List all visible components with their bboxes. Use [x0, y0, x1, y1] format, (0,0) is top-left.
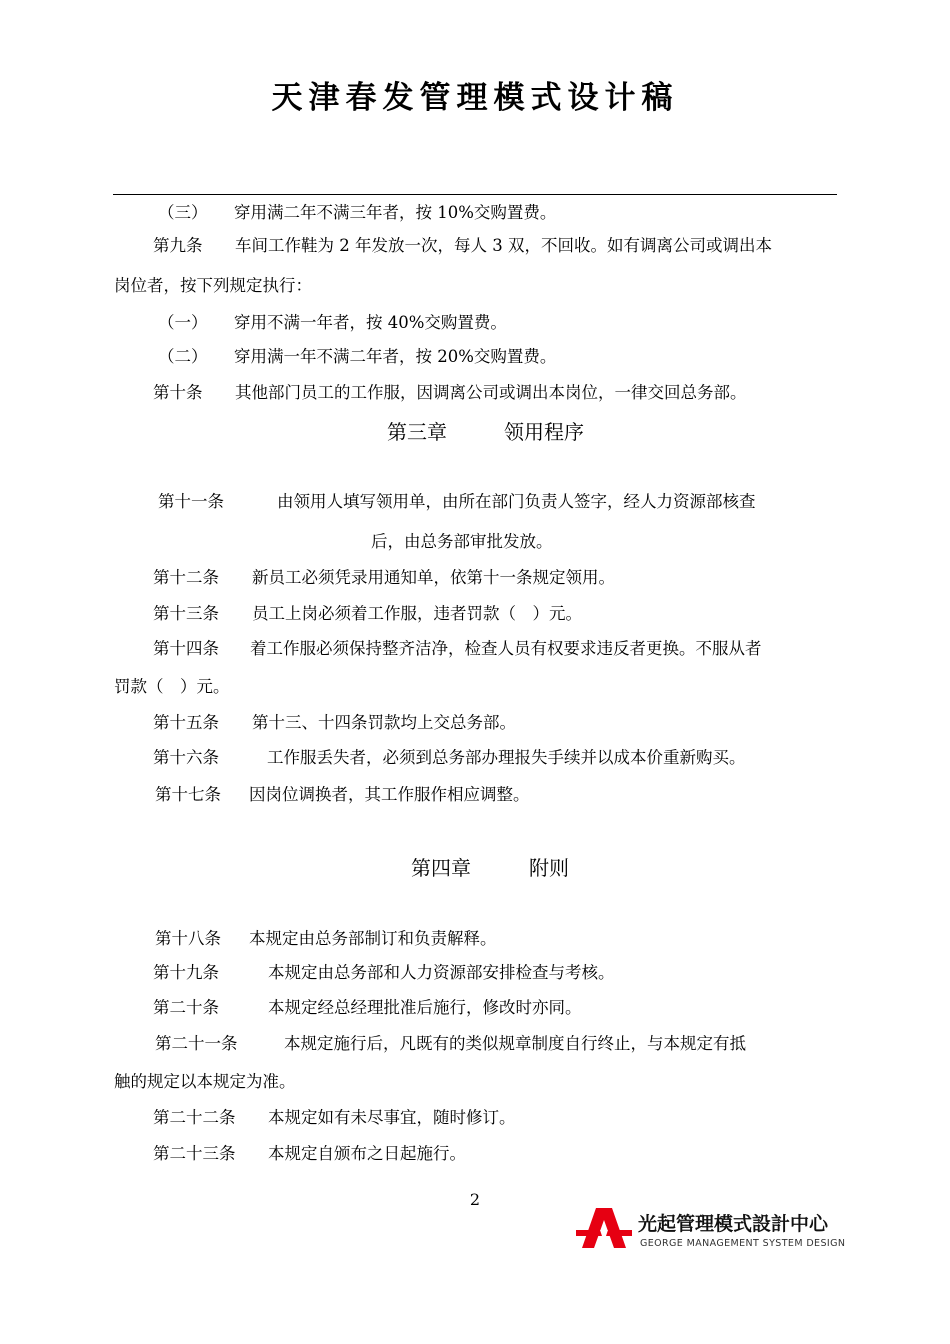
- article-text: 罚款（ ）元。: [114, 677, 230, 696]
- article-line: [114, 677, 230, 697]
- article-line: [158, 203, 556, 223]
- chapter-title: 附则: [529, 856, 569, 880]
- logo-chinese-name: 光起管理模式設計中心: [638, 1213, 829, 1235]
- article-text: 本规定自颁布之日起施行。: [268, 1144, 466, 1163]
- article-text: 穿用不满一年者，按 40%交购置费。: [234, 313, 507, 332]
- article-label: 第十六条: [153, 748, 219, 767]
- article-line: [114, 1072, 296, 1092]
- article-label: 第十四条: [153, 639, 219, 658]
- article-label: 第十八条: [155, 929, 221, 948]
- article-text: 岗位者，按下列规定执行：: [114, 276, 312, 295]
- chapter-number: 第三章: [387, 420, 447, 444]
- article-text: 穿用满一年不满二年者，按 20%交购置费。: [234, 347, 557, 366]
- article-text: 后，由总务部审批发放。: [371, 532, 553, 551]
- chapter-four-heading: [411, 852, 569, 881]
- article-text: 员工上岗必须着工作服，违者罚款（ ）元。: [252, 604, 582, 623]
- article-text: 工作服丢失者，必须到总务部办理报失手续并以成本价重新购买。: [267, 748, 746, 767]
- article-text: 其他部门员工的工作服，因调离公司或调出本岗位，一律交回总务部。: [235, 383, 747, 402]
- page-number: 2: [469, 1190, 481, 1209]
- company-logo: [576, 1208, 846, 1254]
- article-line: [153, 963, 615, 983]
- article-text: 着工作服必须保持整齐洁净，检查人员有权要求违反者更换。不服从者: [250, 639, 762, 658]
- article-text: 车间工作鞋为 2 年发放一次，每人 3 双，不回收。如有调离公司或调出本: [235, 236, 772, 255]
- article-text: 本规定由总务部和人力资源部安排检查与考核。: [268, 963, 615, 982]
- article-label: 第十一条: [158, 492, 224, 511]
- chapter-number: 第四章: [411, 856, 471, 880]
- chapter-title: 领用程序: [504, 420, 584, 444]
- article-label: 第二十三条: [153, 1144, 236, 1163]
- article-label: 第十七条: [155, 785, 221, 804]
- article-line: [153, 604, 582, 624]
- article-label: 第二十条: [153, 998, 219, 1017]
- article-line: [158, 492, 756, 512]
- article-text: 第十三、十四条罚款均上交总务部。: [252, 713, 516, 732]
- logo-english-name: GEORGE MANAGEMENT SYSTEM DESIGN: [640, 1238, 846, 1249]
- article-line: [155, 785, 530, 805]
- article-label: （一）: [158, 313, 208, 332]
- article-text: 本规定由总务部制订和负责解释。: [249, 929, 497, 948]
- article-line: [158, 313, 507, 333]
- article-line: [153, 998, 582, 1018]
- article-label: （三）: [158, 203, 208, 222]
- logo-a-mark-icon: [576, 1208, 632, 1248]
- article-line: [153, 713, 516, 733]
- article-text: 触的规定以本规定为准。: [114, 1072, 296, 1091]
- article-line: [155, 1034, 746, 1054]
- article-line: [371, 532, 553, 552]
- article-text: 因岗位调换者，其工作服作相应调整。: [249, 785, 530, 804]
- chapter-three-heading: [387, 416, 584, 445]
- article-line: [153, 383, 747, 403]
- article-label: （二）: [158, 347, 208, 366]
- article-text: 新员工必须凭录用通知单，依第十一条规定领用。: [252, 568, 615, 587]
- article-line: [153, 748, 746, 768]
- article-line: [153, 568, 615, 588]
- article-line: [114, 276, 312, 296]
- article-label: 第九条: [153, 236, 203, 255]
- article-line: [155, 929, 497, 949]
- page-title: 天津春发管理模式设计稿: [271, 80, 679, 116]
- article-label: 第十五条: [153, 713, 219, 732]
- article-line: [153, 639, 762, 659]
- article-label: 第十三条: [153, 604, 219, 623]
- article-line: [158, 347, 556, 367]
- article-text: 本规定施行后，凡既有的类似规章制度自行终止，与本规定有抵: [284, 1034, 746, 1053]
- article-text: 本规定如有未尽事宜，随时修订。: [268, 1108, 516, 1127]
- article-text: 由领用人填写领用单，由所在部门负责人签字，经人力资源部核查: [277, 492, 756, 511]
- article-text: 穿用满二年不满三年者，按 10%交购置费。: [234, 203, 557, 222]
- article-label: 第二十二条: [153, 1108, 236, 1127]
- article-label: 第二十一条: [155, 1034, 238, 1053]
- article-text: 本规定经总经理批准后施行，修改时亦同。: [268, 998, 582, 1017]
- article-line: [153, 1108, 516, 1128]
- article-label: 第十条: [153, 383, 203, 402]
- article-line: [153, 1144, 466, 1164]
- article-line: [153, 236, 772, 256]
- article-label: 第十二条: [153, 568, 219, 587]
- header-rule: [113, 194, 837, 195]
- article-label: 第十九条: [153, 963, 219, 982]
